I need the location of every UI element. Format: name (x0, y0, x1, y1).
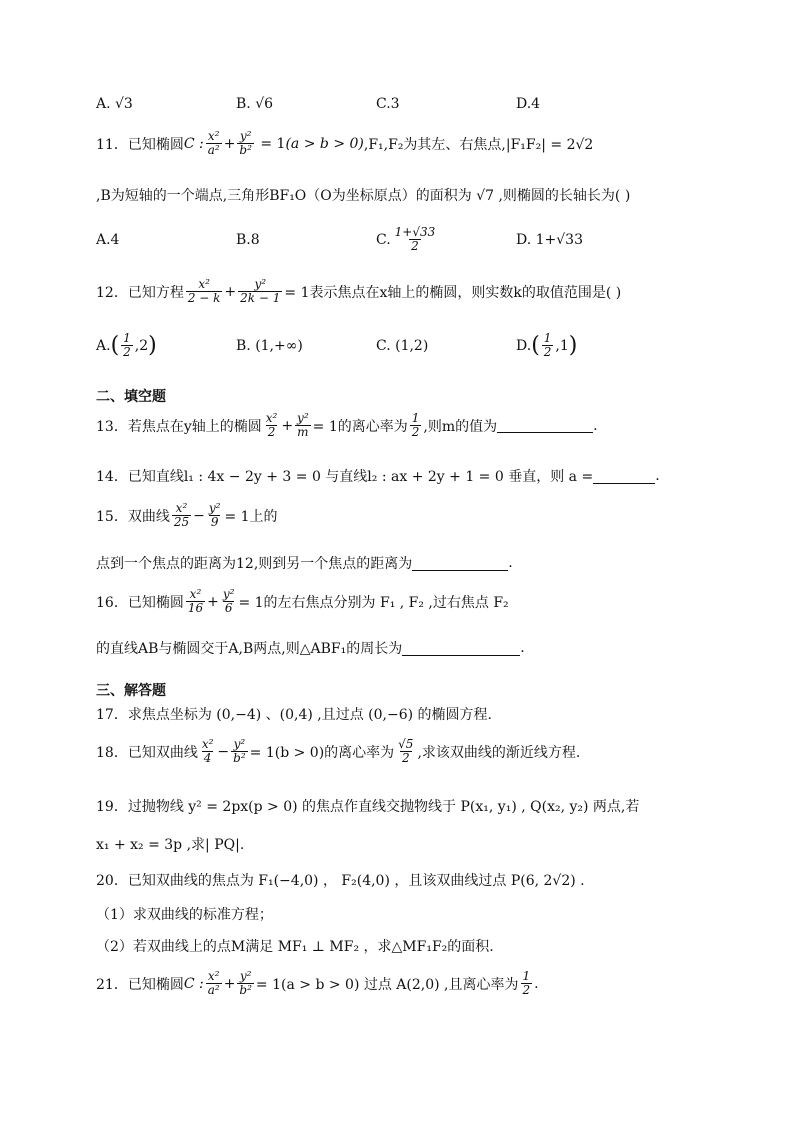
q20-sub2: （2）若双曲线上的点M满足 MF₁ ⊥ MF₂ ，求△MF₁F₂的面积. (96, 939, 494, 955)
q10-option-b: B. √6 (236, 96, 274, 112)
q15-line2: 点到一个焦点的距离为12,则到另一个焦点的距离为 . (96, 555, 513, 572)
q11-option-b: B.8 (236, 231, 260, 248)
q11-frac-x: $\frac{\text{x²}}{\text{a²}}$ (207, 129, 220, 158)
q21-line: 21．已知椭圆 C : $\frac{\text{x²}}{\text{a²}}$ + $\frac{\text{y²}}{\text{b²}}$ = 1(a > b > 0) 过点 A(2,0) ,且离心率为 $\frac{1}{2}$ . (96, 969, 539, 998)
q11-option-d: D. 1+√33 (516, 231, 583, 248)
q17-line: 17．求焦点坐标为 (0,−4) 、(0,4) ,且过点 (0,−6) 的椭圆方程. (96, 707, 492, 723)
q11-options (96, 226, 716, 253)
q11-suffix: ,F₁,F₂为其左、右焦点,|F₁F₂| = 2√2 (363, 136, 594, 153)
q12-frac-y: $\frac{\text{y²}}{2k - 1}$ (240, 277, 281, 306)
q10-option-c: C.3 (376, 96, 400, 112)
q15-answer-blank[interactable] (412, 556, 508, 571)
q11-option-a: A.4 (96, 231, 120, 248)
q16-line1: 16．已知椭圆 $\frac{\text{x²}}{16}$ + $\frac{\text{y²}}{6}$ = 1的左右焦点分别为 F₁ , F₂ ,过右焦点 F₂ (96, 587, 509, 616)
q10-option-d: D.4 (516, 96, 541, 112)
q14-line: 14．已知直线l₁ : 4x − 2y + 3 = 0 与直线l₂ : ax + 2y + 1 = 0 垂直，则 a = . (96, 468, 660, 485)
q16-answer-blank[interactable] (402, 641, 520, 656)
q19-line2: x₁ + x₂ = 3p ,求| PQ|. (96, 837, 245, 853)
q11-condition: (a > b > 0) (285, 135, 364, 152)
q12-option-c: C. (1,2) (376, 337, 429, 354)
q11-line2: ,B为短轴的一个端点,三角形BF₁O（O为坐标原点）的面积为 √7 ,则椭圆的长轴长为( ) (96, 188, 631, 204)
q12-option-b: B. (1,+∞) (236, 337, 303, 354)
q11-option-c: C. $\frac{1+√33}{2}$ (376, 225, 436, 254)
q11-prefix: 11．已知椭圆 (96, 136, 184, 153)
q16-line2: 的直线AB与椭圆交于A,B两点,则△ABF₁的周长为 . (96, 640, 525, 657)
q20-line1: 20．已知双曲线的焦点为 F₁(−4,0) ， F₂(4,0) ，且该双曲线过点 P(6, 2√2) . (96, 873, 585, 889)
q14-answer-blank[interactable] (593, 469, 655, 484)
q13-line: 13．若焦点在y轴上的椭圆 $\frac{\text{x²}}{2}$ + $\frac{\text{y²}}{m}$ = 1的离心率为 $\frac{1}{2}$ ,则m的值为 . (96, 411, 598, 440)
q12-frac-x: $\frac{\text{x²}}{2 - k}$ (187, 277, 221, 306)
q11-frac-y: $\frac{\text{y²}}{\text{b²}}$ (239, 129, 252, 158)
q19-line1: 19．过抛物线 y² = 2px(p > 0) 的焦点作直线交抛物线于 P(x₁, y₁) , Q(x₂, y₂) 两点,若 (96, 799, 640, 815)
q12-option-d: D. ( $\frac{1}{2}$ ,1 ) (516, 331, 578, 360)
q12-options (96, 332, 716, 359)
q10-option-a: A. √3 (96, 96, 133, 112)
q18-line: 18．已知双曲线 $\frac{\text{x²}}{4}$ − $\frac{\text{y²}}{\text{b²}}$ = 1(b > 0)的离心率为 $\frac{√5}{2}$ ,求该双曲线的渐近线方程. (96, 737, 581, 766)
q12-option-a: A. ( $\frac{1}{2}$ ,2 ) (96, 331, 157, 360)
q12-prefix: 12．已知方程 (96, 284, 184, 301)
q12-line: 12．已知方程 $\frac{\text{x²}}{2 - k}$ + $\frac{\text{y²}}{2k - 1}$ = 1表示焦点在x轴上的椭圆，则实数k的取值范围是( ) (96, 277, 622, 306)
q12-suffix: = 1表示焦点在x轴上的椭圆，则实数k的取值范围是( ) (284, 284, 622, 301)
section-fill-in-heading: 二、填空题 (96, 389, 166, 405)
section-answer-heading: 三、解答题 (96, 683, 166, 699)
q11-c-label: C : (183, 135, 204, 152)
q13-answer-blank[interactable] (497, 418, 593, 433)
q15-line1: 15．双曲线 $\frac{\text{x²}}{25}$ − $\frac{\text{y²}}{9}$ = 1上的 (96, 501, 278, 530)
q10-options (96, 96, 716, 112)
q20-sub1: （1）求双曲线的标准方程； (96, 907, 273, 923)
q11-line1: 11．已知椭圆 C : $\frac{\text{x²}}{\text{a²}}$ + $\frac{\text{y²}}{\text{b²}}$ = 1 (a > b > 0) ,F₁,F₂为其左、右焦点,|F₁F₂| = 2√2 (96, 129, 594, 158)
